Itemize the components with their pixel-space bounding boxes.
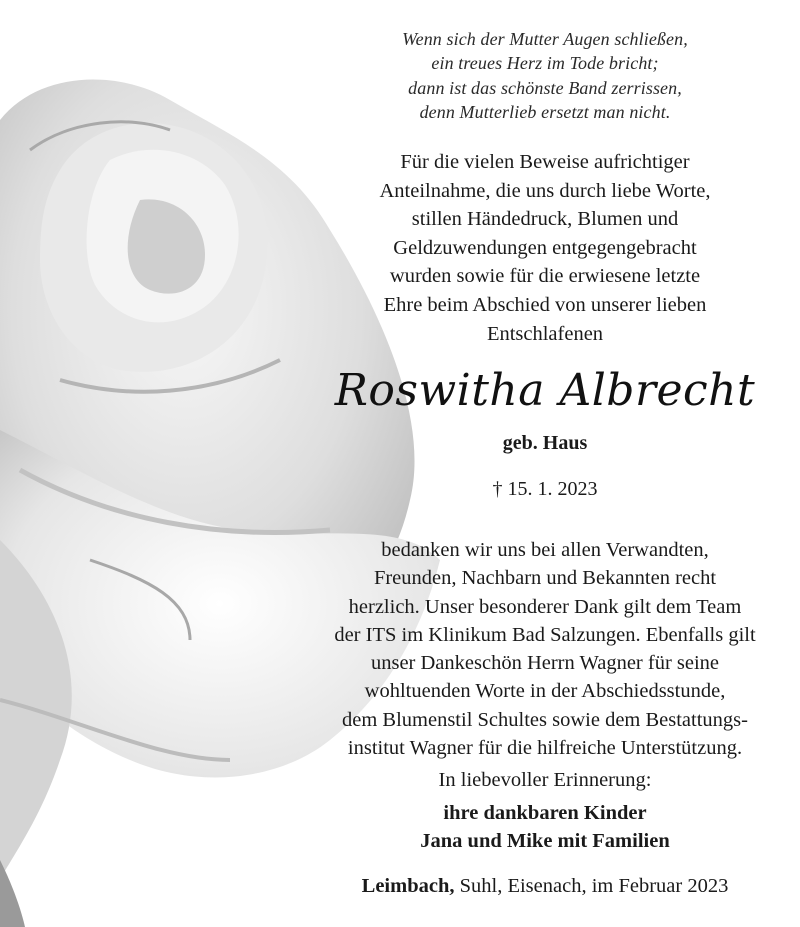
poem-line: Wenn sich der Mutter Augen schließen, [402,29,688,49]
text-line: stillen Händedruck, Blumen und [411,208,679,231]
text-line: wurden sowie für die erwiesene letzte [389,265,701,288]
place-date [290,872,800,900]
poem-line: denn Mutterlieb ersetzt man nicht. [419,101,671,122]
death-date: † 15. 1. 2023 [492,478,598,500]
text-line: Ehre beim Abschied von unserer lieben [383,293,707,316]
deceased-name: Roswitha Albrecht [334,365,756,416]
poem [290,27,800,124]
thanks-body [290,536,800,762]
text-line: der ITS im Klinikum Bad Salzungen. Ebenfalls gilt [334,623,756,646]
family-line: ihre dankbaren Kinder [443,802,647,824]
poem-line: ein treues Herz im Tode bricht; [431,53,659,74]
text-line: bedanken wir uns bei allen Verwandten, [381,539,709,561]
text-line: herzlich. Unser besonderer Dank gilt dem Team [348,595,742,618]
family-line: Jana und Mike mit Familien [420,829,670,852]
obituary-text-column [290,0,800,927]
place-bold: Leimbach, [361,875,455,897]
family-signature [290,800,800,855]
text-line: unser Dankeschön Herrn Wagner für seine [370,652,720,675]
text-line: Für die vielen Beweise aufrichtiger [400,151,690,173]
memory-line: In liebevoller Erinnerung: [438,769,652,791]
text-line: institut Wagner für die hilfreiche Unterstützung. [347,737,743,760]
text-line: Entschlafenen [486,322,604,345]
text-line: wohltuenden Worte in der Abschiedsstunde, [364,680,726,703]
place-rest: Suhl, Eisenach, im Februar 2023 [454,875,729,897]
text-line: Freunden, Nachbarn und Bekannten recht [373,567,717,590]
text-line: Anteilnahme, die uns durch liebe Worte, [379,179,711,202]
text-line: Geldzuwendungen entgegengebracht [393,236,697,259]
maiden-name: geb. Haus [502,432,588,454]
text-line: dem Blumenstil Schultes sowie dem Bestattungs- [342,708,748,731]
thanks-intro [290,148,800,348]
poem-line: dann ist das schönste Band zerrissen, [408,77,682,98]
